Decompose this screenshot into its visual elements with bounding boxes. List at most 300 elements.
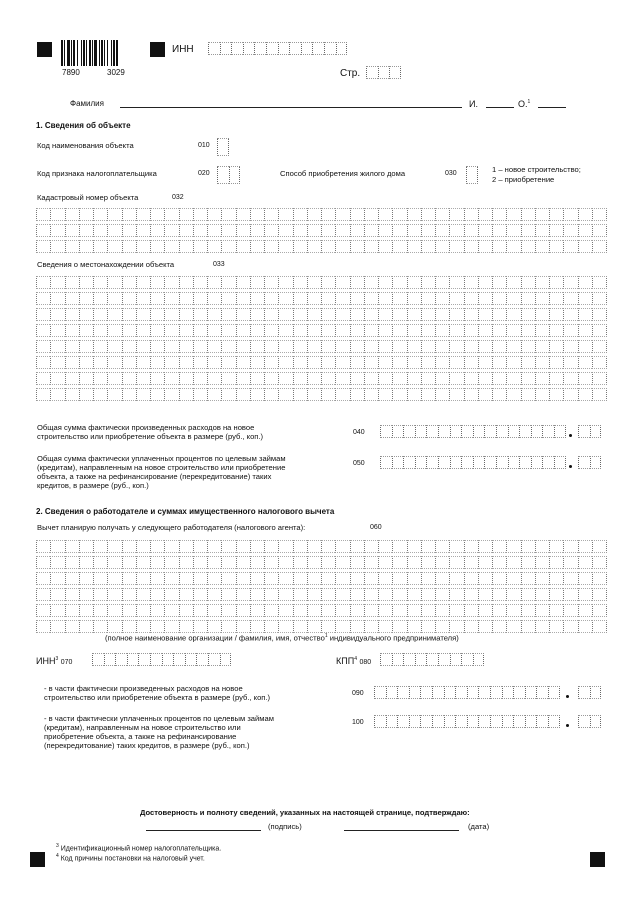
input-cell[interactable] [150, 292, 164, 305]
input-cell[interactable] [293, 240, 307, 253]
input-cell[interactable] [321, 556, 335, 569]
input-cell[interactable] [506, 208, 520, 221]
input-cell[interactable] [392, 292, 406, 305]
input-cell[interactable] [492, 324, 506, 337]
input-cell[interactable] [421, 588, 435, 601]
input-cell[interactable] [150, 588, 164, 601]
input-cell[interactable] [449, 208, 463, 221]
input-cell[interactable] [449, 340, 463, 353]
input-cell[interactable] [578, 324, 592, 337]
input-cell[interactable] [164, 572, 178, 585]
input-cell[interactable] [432, 686, 444, 699]
input-cell[interactable] [364, 372, 378, 385]
input-cell[interactable] [65, 292, 79, 305]
grid-row[interactable] [36, 372, 607, 385]
input-cell[interactable] [193, 276, 207, 289]
input-cell[interactable] [207, 340, 221, 353]
field-020-cells[interactable] [217, 166, 240, 184]
input-cell[interactable] [250, 540, 264, 553]
input-cell[interactable] [464, 604, 478, 617]
input-cell[interactable] [136, 324, 150, 337]
input-cell[interactable] [450, 456, 462, 469]
input-cell[interactable] [65, 356, 79, 369]
input-cell[interactable] [207, 276, 221, 289]
input-cell[interactable] [93, 276, 107, 289]
input-cell[interactable] [521, 588, 535, 601]
input-cell[interactable] [92, 653, 104, 666]
field-050-kopecks-cells[interactable] [578, 456, 601, 469]
input-cell[interactable] [321, 388, 335, 401]
input-cell[interactable] [484, 425, 496, 438]
input-cell[interactable] [435, 240, 449, 253]
input-cell[interactable] [150, 388, 164, 401]
input-cell[interactable] [578, 572, 592, 585]
input-cell[interactable] [79, 324, 93, 337]
input-cell[interactable] [150, 324, 164, 337]
input-cell[interactable] [578, 604, 592, 617]
input-cell[interactable] [421, 540, 435, 553]
input-cell[interactable] [236, 308, 250, 321]
input-cell[interactable] [107, 540, 121, 553]
input-cell[interactable] [264, 588, 278, 601]
input-cell[interactable] [548, 686, 560, 699]
input-cell[interactable] [378, 340, 392, 353]
input-cell[interactable] [164, 556, 178, 569]
input-cell[interactable] [65, 340, 79, 353]
grid-row[interactable] [36, 224, 607, 237]
input-cell[interactable] [549, 292, 563, 305]
input-cell[interactable] [350, 308, 364, 321]
input-cell[interactable] [435, 388, 449, 401]
input-cell[interactable] [392, 276, 406, 289]
input-cell[interactable] [467, 715, 479, 728]
input-cell[interactable] [578, 588, 592, 601]
input-cell[interactable] [378, 324, 392, 337]
input-cell[interactable] [150, 224, 164, 237]
input-cell[interactable] [193, 292, 207, 305]
input-cell[interactable] [179, 208, 193, 221]
input-cell[interactable] [407, 388, 421, 401]
input-cell[interactable] [236, 208, 250, 221]
input-cell[interactable] [364, 356, 378, 369]
input-cell[interactable] [250, 208, 264, 221]
input-cell[interactable] [264, 340, 278, 353]
input-cell[interactable] [435, 356, 449, 369]
input-cell[interactable] [107, 604, 121, 617]
input-cell[interactable] [107, 556, 121, 569]
input-cell[interactable] [122, 324, 136, 337]
input-cell[interactable] [506, 356, 520, 369]
input-cell[interactable] [93, 240, 107, 253]
input-cell[interactable] [164, 324, 178, 337]
input-cell[interactable] [93, 340, 107, 353]
input-cell[interactable] [464, 356, 478, 369]
input-cell[interactable] [312, 42, 324, 55]
input-cell[interactable] [444, 686, 456, 699]
input-cell[interactable] [50, 224, 64, 237]
grid-row[interactable] [36, 556, 607, 569]
input-cell[interactable] [484, 456, 496, 469]
input-cell[interactable] [107, 340, 121, 353]
input-cell[interactable] [93, 540, 107, 553]
grid-row[interactable] [36, 324, 607, 337]
input-cell[interactable] [221, 356, 235, 369]
input-cell[interactable] [478, 292, 492, 305]
input-cell[interactable] [378, 572, 392, 585]
input-cell[interactable] [278, 42, 290, 55]
input-cell[interactable] [435, 540, 449, 553]
input-cell[interactable] [392, 425, 404, 438]
input-cell[interactable] [496, 425, 508, 438]
field-090-rubles-cells[interactable] [374, 686, 560, 699]
input-cell[interactable] [492, 224, 506, 237]
input-cell[interactable] [307, 356, 321, 369]
input-cell[interactable] [549, 556, 563, 569]
input-cell[interactable] [378, 540, 392, 553]
input-cell[interactable] [464, 556, 478, 569]
input-cell[interactable] [221, 372, 235, 385]
input-cell[interactable] [592, 604, 607, 617]
input-cell[interactable] [592, 292, 607, 305]
input-cell[interactable] [229, 166, 241, 184]
input-cell[interactable] [521, 276, 535, 289]
input-cell[interactable] [578, 340, 592, 353]
input-cell[interactable] [478, 715, 490, 728]
input-cell[interactable] [389, 66, 401, 79]
input-cell[interactable] [563, 324, 577, 337]
input-cell[interactable] [521, 292, 535, 305]
input-cell[interactable] [164, 308, 178, 321]
input-cell[interactable] [150, 604, 164, 617]
input-cell[interactable] [193, 324, 207, 337]
input-cell[interactable] [79, 572, 93, 585]
input-cell[interactable] [164, 540, 178, 553]
input-cell[interactable] [289, 42, 301, 55]
input-cell[interactable] [508, 456, 520, 469]
input-cell[interactable] [221, 324, 235, 337]
input-cell[interactable] [278, 240, 292, 253]
input-cell[interactable] [592, 372, 607, 385]
input-cell[interactable] [592, 208, 607, 221]
input-cell[interactable] [386, 715, 398, 728]
input-cell[interactable] [50, 388, 64, 401]
input-cell[interactable] [549, 224, 563, 237]
grid-row[interactable] [36, 308, 607, 321]
input-cell[interactable] [207, 208, 221, 221]
input-cell[interactable] [563, 240, 577, 253]
grid-row[interactable] [36, 572, 607, 585]
input-cell[interactable] [164, 588, 178, 601]
inn-header-cells[interactable] [208, 42, 347, 55]
input-cell[interactable] [464, 240, 478, 253]
input-cell[interactable] [150, 340, 164, 353]
input-cell[interactable] [435, 324, 449, 337]
input-cell[interactable] [278, 356, 292, 369]
input-cell[interactable] [36, 324, 50, 337]
input-cell[interactable] [307, 388, 321, 401]
input-cell[interactable] [535, 292, 549, 305]
input-cell[interactable] [250, 604, 264, 617]
input-cell[interactable] [207, 540, 221, 553]
input-cell[interactable] [435, 372, 449, 385]
input-cell[interactable] [36, 224, 50, 237]
input-cell[interactable] [278, 572, 292, 585]
input-cell[interactable] [350, 388, 364, 401]
input-cell[interactable] [136, 372, 150, 385]
input-cell[interactable] [535, 388, 549, 401]
input-cell[interactable] [535, 224, 549, 237]
input-cell[interactable] [478, 556, 492, 569]
input-cell[interactable] [65, 208, 79, 221]
input-cell[interactable] [115, 653, 127, 666]
input-cell[interactable] [407, 588, 421, 601]
input-cell[interactable] [50, 292, 64, 305]
input-cell[interactable] [506, 372, 520, 385]
patronymic-line[interactable] [538, 107, 566, 108]
input-cell[interactable] [335, 224, 349, 237]
input-cell[interactable] [350, 572, 364, 585]
input-cell[interactable] [415, 456, 427, 469]
input-cell[interactable] [492, 292, 506, 305]
input-cell[interactable] [364, 388, 378, 401]
input-cell[interactable] [207, 308, 221, 321]
input-cell[interactable] [461, 425, 473, 438]
input-cell[interactable] [592, 388, 607, 401]
grid-row[interactable] [36, 604, 607, 617]
input-cell[interactable] [464, 588, 478, 601]
input-cell[interactable] [478, 356, 492, 369]
input-cell[interactable] [79, 356, 93, 369]
input-cell[interactable] [65, 240, 79, 253]
input-cell[interactable] [549, 540, 563, 553]
input-cell[interactable] [378, 372, 392, 385]
input-cell[interactable] [150, 208, 164, 221]
input-cell[interactable] [578, 292, 592, 305]
input-cell[interactable] [36, 208, 50, 221]
input-cell[interactable] [79, 340, 93, 353]
input-cell[interactable] [50, 308, 64, 321]
input-cell[interactable] [221, 292, 235, 305]
grid-row[interactable] [36, 292, 607, 305]
input-cell[interactable] [366, 66, 378, 79]
input-cell[interactable] [278, 604, 292, 617]
input-cell[interactable] [250, 372, 264, 385]
input-cell[interactable] [79, 308, 93, 321]
input-cell[interactable] [236, 588, 250, 601]
input-cell[interactable] [79, 292, 93, 305]
input-cell[interactable] [50, 240, 64, 253]
input-cell[interactable] [563, 340, 577, 353]
input-cell[interactable] [535, 240, 549, 253]
input-cell[interactable] [350, 540, 364, 553]
input-cell[interactable] [136, 276, 150, 289]
input-cell[interactable] [364, 208, 378, 221]
input-cell[interactable] [335, 208, 349, 221]
input-cell[interactable] [107, 308, 121, 321]
input-cell[interactable] [364, 240, 378, 253]
input-cell[interactable] [378, 588, 392, 601]
input-cell[interactable] [207, 388, 221, 401]
input-cell[interactable] [506, 620, 520, 633]
input-cell[interactable] [150, 308, 164, 321]
field-100-kopecks-cells[interactable] [578, 715, 601, 728]
input-cell[interactable] [321, 240, 335, 253]
input-cell[interactable] [207, 292, 221, 305]
input-cell[interactable] [496, 456, 508, 469]
input-cell[interactable] [36, 356, 50, 369]
input-cell[interactable] [502, 715, 514, 728]
input-cell[interactable] [492, 556, 506, 569]
input-cell[interactable] [307, 372, 321, 385]
input-cell[interactable] [449, 540, 463, 553]
field-032-grid[interactable] [36, 208, 607, 256]
input-cell[interactable] [250, 588, 264, 601]
input-cell[interactable] [380, 425, 392, 438]
input-cell[interactable] [392, 653, 404, 666]
input-cell[interactable] [492, 388, 506, 401]
input-cell[interactable] [293, 588, 307, 601]
input-cell[interactable] [350, 224, 364, 237]
input-cell[interactable] [521, 372, 535, 385]
input-cell[interactable] [531, 425, 543, 438]
input-cell[interactable] [278, 372, 292, 385]
input-cell[interactable] [36, 292, 50, 305]
input-cell[interactable] [449, 224, 463, 237]
input-cell[interactable] [93, 308, 107, 321]
input-cell[interactable] [293, 540, 307, 553]
input-cell[interactable] [335, 388, 349, 401]
input-cell[interactable] [243, 42, 255, 55]
input-cell[interactable] [221, 588, 235, 601]
input-cell[interactable] [578, 686, 590, 699]
input-cell[interactable] [79, 620, 93, 633]
input-cell[interactable] [525, 715, 537, 728]
input-cell[interactable] [563, 372, 577, 385]
input-cell[interactable] [435, 604, 449, 617]
input-cell[interactable] [79, 388, 93, 401]
input-cell[interactable] [549, 372, 563, 385]
input-cell[interactable] [104, 653, 116, 666]
field-090-kopecks-cells[interactable] [578, 686, 601, 699]
input-cell[interactable] [478, 388, 492, 401]
input-cell[interactable] [549, 356, 563, 369]
input-cell[interactable] [293, 324, 307, 337]
input-cell[interactable] [179, 224, 193, 237]
input-cell[interactable] [50, 372, 64, 385]
input-cell[interactable] [407, 604, 421, 617]
input-cell[interactable] [179, 276, 193, 289]
input-cell[interactable] [193, 308, 207, 321]
input-cell[interactable] [350, 240, 364, 253]
input-cell[interactable] [421, 356, 435, 369]
input-cell[interactable] [421, 208, 435, 221]
input-cell[interactable] [535, 308, 549, 321]
input-cell[interactable] [407, 224, 421, 237]
input-cell[interactable] [264, 308, 278, 321]
input-cell[interactable] [179, 572, 193, 585]
input-cell[interactable] [492, 340, 506, 353]
input-cell[interactable] [563, 208, 577, 221]
input-cell[interactable] [421, 276, 435, 289]
input-cell[interactable] [179, 372, 193, 385]
input-cell[interactable] [421, 572, 435, 585]
input-cell[interactable] [278, 556, 292, 569]
grid-row[interactable] [36, 540, 607, 553]
input-cell[interactable] [250, 340, 264, 353]
input-cell[interactable] [374, 715, 386, 728]
input-cell[interactable] [179, 340, 193, 353]
input-cell[interactable] [521, 324, 535, 337]
input-cell[interactable] [521, 620, 535, 633]
input-cell[interactable] [449, 292, 463, 305]
input-cell[interactable] [321, 208, 335, 221]
input-cell[interactable] [122, 556, 136, 569]
input-cell[interactable] [93, 604, 107, 617]
input-cell[interactable] [321, 572, 335, 585]
input-cell[interactable] [549, 604, 563, 617]
input-cell[interactable] [65, 540, 79, 553]
input-cell[interactable] [221, 276, 235, 289]
input-cell[interactable] [519, 425, 531, 438]
input-cell[interactable] [464, 324, 478, 337]
input-cell[interactable] [409, 686, 421, 699]
input-cell[interactable] [236, 340, 250, 353]
input-cell[interactable] [321, 604, 335, 617]
input-cell[interactable] [122, 224, 136, 237]
field-040-kopecks-cells[interactable] [578, 425, 601, 438]
input-cell[interactable] [162, 653, 174, 666]
input-cell[interactable] [549, 208, 563, 221]
input-cell[interactable] [549, 324, 563, 337]
input-cell[interactable] [421, 240, 435, 253]
input-cell[interactable] [535, 572, 549, 585]
input-cell[interactable] [492, 540, 506, 553]
input-cell[interactable] [502, 686, 514, 699]
input-cell[interactable] [207, 572, 221, 585]
input-cell[interactable] [136, 240, 150, 253]
input-cell[interactable] [578, 208, 592, 221]
input-cell[interactable] [392, 240, 406, 253]
grid-row[interactable] [36, 340, 607, 353]
input-cell[interactable] [378, 292, 392, 305]
input-cell[interactable] [278, 340, 292, 353]
input-cell[interactable] [221, 540, 235, 553]
input-cell[interactable] [107, 572, 121, 585]
input-cell[interactable] [380, 456, 392, 469]
input-cell[interactable] [136, 292, 150, 305]
input-cell[interactable] [321, 588, 335, 601]
input-cell[interactable] [407, 356, 421, 369]
input-cell[interactable] [50, 556, 64, 569]
input-cell[interactable] [264, 372, 278, 385]
input-cell[interactable] [301, 42, 313, 55]
input-cell[interactable] [220, 42, 232, 55]
input-cell[interactable] [293, 372, 307, 385]
input-cell[interactable] [335, 572, 349, 585]
input-cell[interactable] [36, 556, 50, 569]
input-cell[interactable] [65, 372, 79, 385]
input-cell[interactable] [521, 388, 535, 401]
input-cell[interactable] [364, 572, 378, 585]
input-cell[interactable] [378, 66, 390, 79]
input-cell[interactable] [79, 556, 93, 569]
input-cell[interactable] [293, 224, 307, 237]
input-cell[interactable] [478, 240, 492, 253]
input-cell[interactable] [50, 208, 64, 221]
input-cell[interactable] [521, 572, 535, 585]
input-cell[interactable] [335, 324, 349, 337]
input-cell[interactable] [403, 456, 415, 469]
